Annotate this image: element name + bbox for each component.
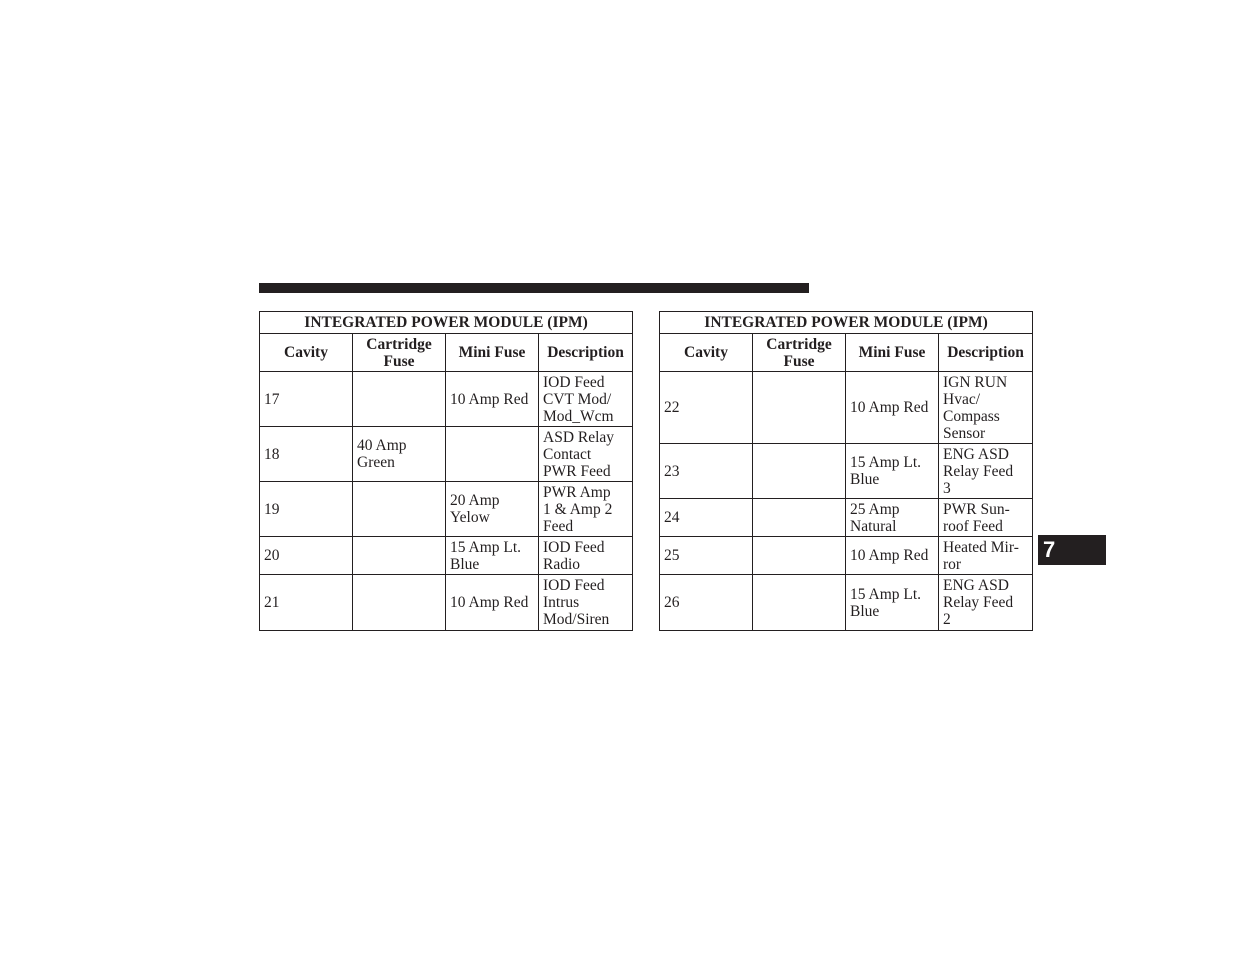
table-row [660,499,1033,537]
table-row [660,372,1033,444]
table-row [260,575,633,631]
cell-cavity: 25 [660,537,753,575]
cell-cavity: 20 [260,537,353,575]
table-title-row [660,312,1033,334]
cell-mini: 10 Amp Red [846,372,939,444]
cell-cavity: 24 [660,499,753,537]
cell-cavity: 23 [660,444,753,499]
cell-cartridge: 40 Amp Green [353,427,446,482]
header-cartridge-fuse: Cartridge Fuse [353,334,446,372]
cell-description: IGN RUN Hvac/ Compass Sensor [939,372,1033,444]
cell-mini: 10 Amp Red [446,372,539,427]
ipm-table-left [259,311,633,631]
cell-mini: 10 Amp Red [446,575,539,631]
cell-cavity: 21 [260,575,353,631]
cell-mini: 15 Amp Lt. Blue [846,444,939,499]
table-title: INTEGRATED POWER MODULE (IPM) [660,312,1033,334]
cell-cavity: 19 [260,482,353,537]
cell-cartridge [353,482,446,537]
cell-cavity: 18 [260,427,353,482]
table-header-row [260,334,633,372]
cell-description: Heated Mir- ror [939,537,1033,575]
cell-cartridge [353,537,446,575]
cell-cartridge [753,372,846,444]
cell-cartridge [753,537,846,575]
cell-cavity: 26 [660,575,753,631]
cell-description: PWR Sun- roof Feed [939,499,1033,537]
table-row [260,482,633,537]
cell-description: PWR Amp 1 & Amp 2 Feed [539,482,633,537]
table-row [660,575,1033,631]
cell-description: IOD Feed Intrus Mod/Siren [539,575,633,631]
table-header-row [660,334,1033,372]
chapter-tab [1038,535,1106,565]
header-mini-fuse: Mini Fuse [846,334,939,372]
cell-mini: 10 Amp Red [846,537,939,575]
cell-cartridge [353,372,446,427]
cell-mini: 15 Amp Lt. Blue [846,575,939,631]
header-mini-fuse: Mini Fuse [446,334,539,372]
header-description: Description [539,334,633,372]
cell-mini: 20 Amp Yelow [446,482,539,537]
table-row [260,537,633,575]
cell-description: IOD Feed CVT Mod/ Mod_Wcm [539,372,633,427]
cell-cartridge [753,499,846,537]
cell-description: IOD Feed Radio [539,537,633,575]
cell-cartridge [353,575,446,631]
cell-description: ENG ASD Relay Feed 3 [939,444,1033,499]
cell-mini: 15 Amp Lt. Blue [446,537,539,575]
chapter-number: 7 [1043,537,1056,562]
table-row [660,444,1033,499]
cell-cartridge [753,575,846,631]
cell-description: ASD Relay Contact PWR Feed [539,427,633,482]
table-row [260,372,633,427]
table-row [660,537,1033,575]
header-cavity: Cavity [260,334,353,372]
table-title-row [260,312,633,334]
cell-mini [446,427,539,482]
cell-description: ENG ASD Relay Feed 2 [939,575,1033,631]
ipm-table-right [659,311,1033,631]
cell-cavity: 17 [260,372,353,427]
table-title: INTEGRATED POWER MODULE (IPM) [260,312,633,334]
cell-cartridge [753,444,846,499]
header-description: Description [939,334,1033,372]
top-rule [259,283,809,293]
header-cavity: Cavity [660,334,753,372]
cell-mini: 25 Amp Natural [846,499,939,537]
table-row [260,427,633,482]
header-cartridge-fuse: Cartridge Fuse [753,334,846,372]
cell-cavity: 22 [660,372,753,444]
